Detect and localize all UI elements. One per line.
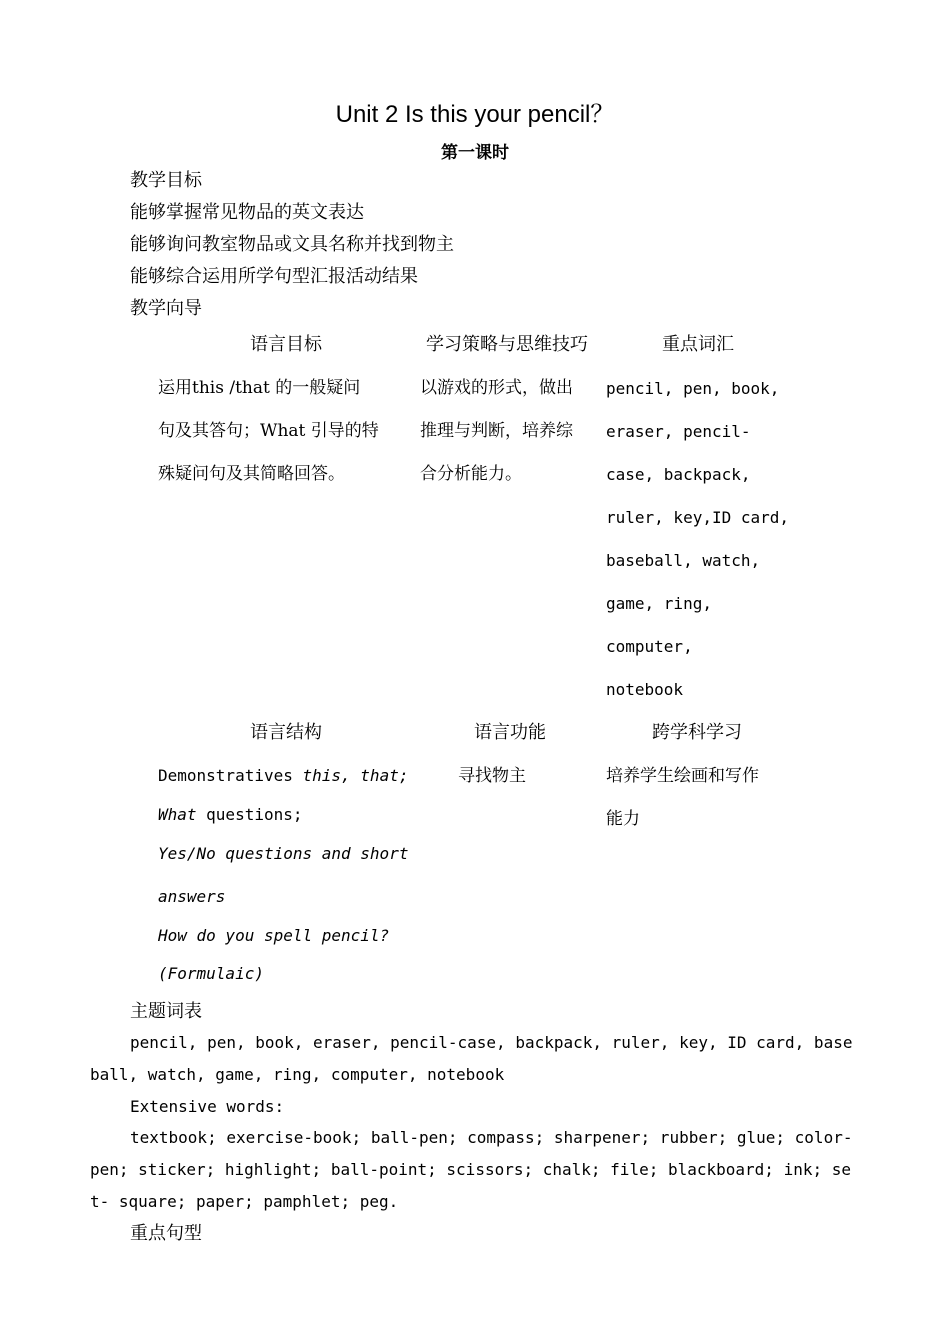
key-sentences-heading: 重点句型 — [130, 1223, 202, 1244]
objectives-heading: 教学目标 — [130, 170, 202, 191]
table2-structure-line — [158, 764, 408, 788]
table1-vocab-line: pencil, pen, book, — [606, 379, 780, 398]
objective-item: 能够掌握常见物品的英文表达 — [130, 202, 364, 223]
table1-strategy-line: 合分析能力。 — [420, 464, 522, 484]
table2-header-function: 语言功能 — [474, 722, 546, 743]
table2-crosssubject-line: 能力 — [606, 809, 640, 829]
table1-strategy-line: 推理与判断，培养综 — [420, 421, 573, 441]
lesson-subtitle: 第一课时 — [441, 143, 509, 163]
guide-heading: 教学向导 — [130, 298, 202, 319]
vocab-heading: 主题词表 — [130, 1001, 202, 1022]
table2-structure-line — [158, 803, 303, 827]
table1-header-strategy: 学习策略与思维技巧 — [426, 334, 588, 355]
table1-vocab-line: ruler, key,ID card, — [606, 508, 790, 527]
table2-header-structure: 语言结构 — [250, 722, 322, 743]
table1-goal-line: 句及其答句；What 引导的特 — [158, 421, 379, 441]
demonstratives-words: this, that; — [302, 766, 409, 785]
table1-vocab-line: notebook — [606, 680, 684, 699]
table2-structure-line: How do you spell pencil? — [158, 926, 390, 945]
objective-item: 能够综合运用所学句型汇报活动结果 — [130, 266, 418, 287]
table2-structure-line: answers — [158, 887, 226, 906]
table1-vocab-line: baseball, watch, — [606, 551, 761, 570]
table2-function-line: 寻找物主 — [458, 766, 526, 786]
extensive-text: textbook; exercise-book; ball-pen; compass; sharpener; rubber; glue; color-pen; sticker; highlight; ball-point; scissors; chalk; file; blackboard; ink; set- square; paper; pamphlet; peg. — [90, 1128, 853, 1211]
table2-structure-line: Yes/No questions and short — [158, 844, 409, 863]
table1-strategy-line: 以游戏的形式，做出 — [420, 378, 573, 398]
vocab-text: pencil, pen, book, eraser, pencil-case, backpack, ruler, key, ID card, baseball, watch, game, ring, computer, notebook — [90, 1033, 853, 1084]
table2-crosssubject-line: 培养学生绘画和写作 — [606, 766, 759, 786]
demonstratives-label: Demonstratives — [158, 766, 303, 785]
table1-header-vocab: 重点词汇 — [662, 334, 734, 355]
page-title: Unit 2 Is this your pencil？ — [335, 101, 615, 128]
objective-item: 能够询问教室物品或文具名称并找到物主 — [130, 234, 454, 255]
what-word: What — [158, 805, 197, 824]
extensive-heading: Extensive words: — [130, 1097, 285, 1116]
table1-vocab-line: case, backpack, — [606, 465, 751, 484]
table1-header-language-goal: 语言目标 — [250, 334, 322, 355]
table2-header-crosssubject: 跨学科学习 — [652, 722, 742, 743]
table1-vocab-line: computer, — [606, 637, 693, 656]
table1-vocab-line: eraser, pencil- — [606, 422, 751, 441]
table1-goal-line: 殊疑问句及其简略回答。 — [158, 464, 345, 484]
table1-vocab-line: game, ring, — [606, 594, 712, 613]
table1-goal-line: 运用this /that 的一般疑问 — [158, 378, 361, 398]
what-rest: questions; — [196, 805, 303, 824]
table2-structure-line: (Formulaic) — [158, 964, 264, 983]
